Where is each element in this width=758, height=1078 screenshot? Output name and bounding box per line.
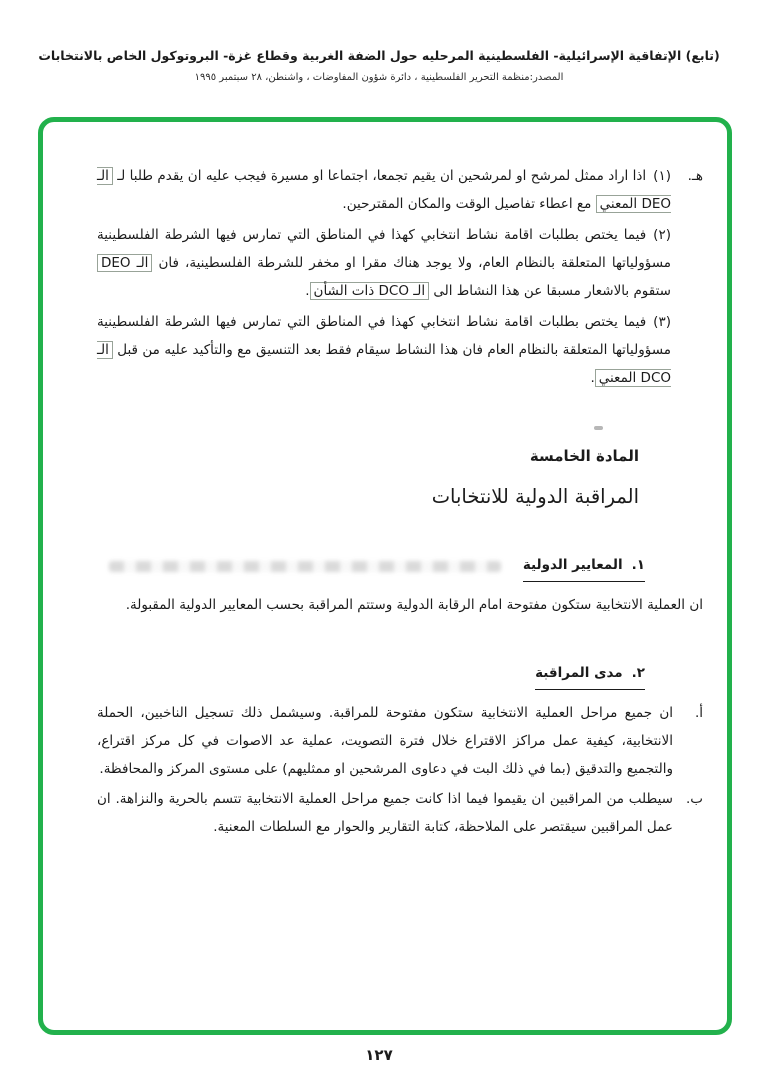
- article-heading-block: [97, 442, 703, 511]
- item-text: ان جميع مراحل العملية الانتخابية ستكون مفتوحة للمراقبة. وسيشمل ذلك تسجيل الناخبين، الحملة الانتخابية، كيفية عمل مراكز الاقتراع خلال فترة التصويت، عملية عد الاصوات في كل مركز اقتراع، والتجميع والتدقيق (بما في ذلك البت في دعاوى المرشحين او ممثليهم) على مستوى المركز والمحافظة.: [97, 705, 673, 777]
- section-heading: [97, 551, 703, 582]
- scan-smudge-artifact: [109, 561, 501, 572]
- document-body: [43, 122, 727, 841]
- item-marker: ب.: [685, 791, 703, 807]
- scan-dot-artifact: [594, 426, 603, 430]
- clause-item: [97, 162, 703, 218]
- page-number: ١٢٧: [365, 1046, 393, 1064]
- clause-number: (١): [653, 168, 671, 184]
- document-source-line: المصدر:منظمة التحرير الفلسطينية ، دائرة شؤون المفاوضات ، واشنطن، ٢٨ سبتمبر ١٩٩٥: [194, 72, 564, 83]
- clause-marker: [671, 308, 703, 392]
- clause-item: [97, 221, 703, 305]
- clause-marker: [671, 221, 703, 305]
- text-segment: مع اعطاء تفاصيل الوقت والمكان المقترحين.: [342, 196, 596, 212]
- section-heading: [97, 659, 703, 690]
- annotated-term: الـ DEO المعني: [97, 168, 671, 212]
- clause-text: [97, 162, 671, 218]
- item-marker: أ.: [694, 705, 703, 721]
- document-footer: [0, 1046, 758, 1064]
- item-text: سيطلب من المراقبين ان يقيموا فيما اذا كانت جميع مراحل العملية الانتخابية تتسم بالحرية والنزاهة. ان عمل المراقبين سيقتصر على الملاحظة، كتابة التقارير والحوار مع السلطات المعنية.: [97, 791, 673, 835]
- text-segment: .: [590, 370, 595, 386]
- clause-text: [97, 221, 671, 305]
- document-header: [0, 48, 758, 83]
- text-segment: ستقوم بالاشعار مسبقا عن هذا النشاط الى: [429, 283, 671, 299]
- text-segment: .: [305, 283, 310, 299]
- clause-segments: [97, 227, 671, 300]
- section-items: [97, 699, 703, 841]
- text-segment: اذا اراد ممثل لمرشح او لمرشحين ان يقيم تجمعا، اجتماعا او مسيرة فيجب عليه ان يقدم طلبا لـ: [112, 168, 647, 184]
- section-number: ١.: [631, 557, 645, 573]
- annotated-term: الـ DCO ذات الشأن: [310, 282, 430, 300]
- section-paragraph: ان العملية الانتخابية ستكون مفتوحة امام الرقابة الدولية وستتم المراقبة بحسب المعايير الدولية المقبولة.: [125, 597, 703, 613]
- clause-segments: [97, 314, 671, 387]
- clause-number: (٣): [653, 314, 671, 330]
- clause-marker: هـ.: [687, 168, 703, 184]
- section-title: مدى المراقبة: [535, 665, 623, 681]
- section-heading-text: [523, 551, 645, 582]
- list-item: [97, 699, 703, 783]
- annotated-term: الـ DEO: [97, 254, 152, 272]
- article-subtitle: المراقبة الدولية للانتخابات: [431, 485, 639, 508]
- article-title: المادة الخامسة: [529, 447, 639, 465]
- list-item: [97, 785, 703, 841]
- section-title: المعايير الدولية: [522, 557, 623, 573]
- annotated-term: الـ DCO المعني: [97, 342, 671, 386]
- section-heading-text: [535, 659, 645, 690]
- clause-segments: [97, 167, 671, 213]
- clause-item: [97, 308, 703, 392]
- clause-number: (٢): [653, 227, 671, 243]
- content-frame: [38, 117, 732, 1035]
- clause-text: [97, 308, 671, 392]
- text-segment: فيما يختص بطلبات اقامة نشاط انتخابي كهذا في المناطق التي تمارس فيها الشرطة الفلسطينية مسؤولياتها المتعلقة بالنظام العام فان هذا النشاط سيقام فقط بعد التنسيق مع والتأكيد عليه من قبل: [97, 314, 671, 358]
- document-title: (تابع) الإتفاقية الإسرائيلية- الفلسطينية المرحليه حول الضفة الغربية وقطاع غزة- البروتوكول الخاص بالانتخابات: [38, 48, 720, 63]
- section-number: ٢.: [631, 665, 645, 681]
- text-segment: فيما يختص بطلبات اقامة نشاط انتخابي كهذا في المناطق التي تمارس فيها الشرطة الفلسطينية مسؤولياتها المتعلقة بالنظام العام، ولا يوجد هناك مقرا او مخفر للشرطة الفلسطينية، فان: [97, 227, 671, 271]
